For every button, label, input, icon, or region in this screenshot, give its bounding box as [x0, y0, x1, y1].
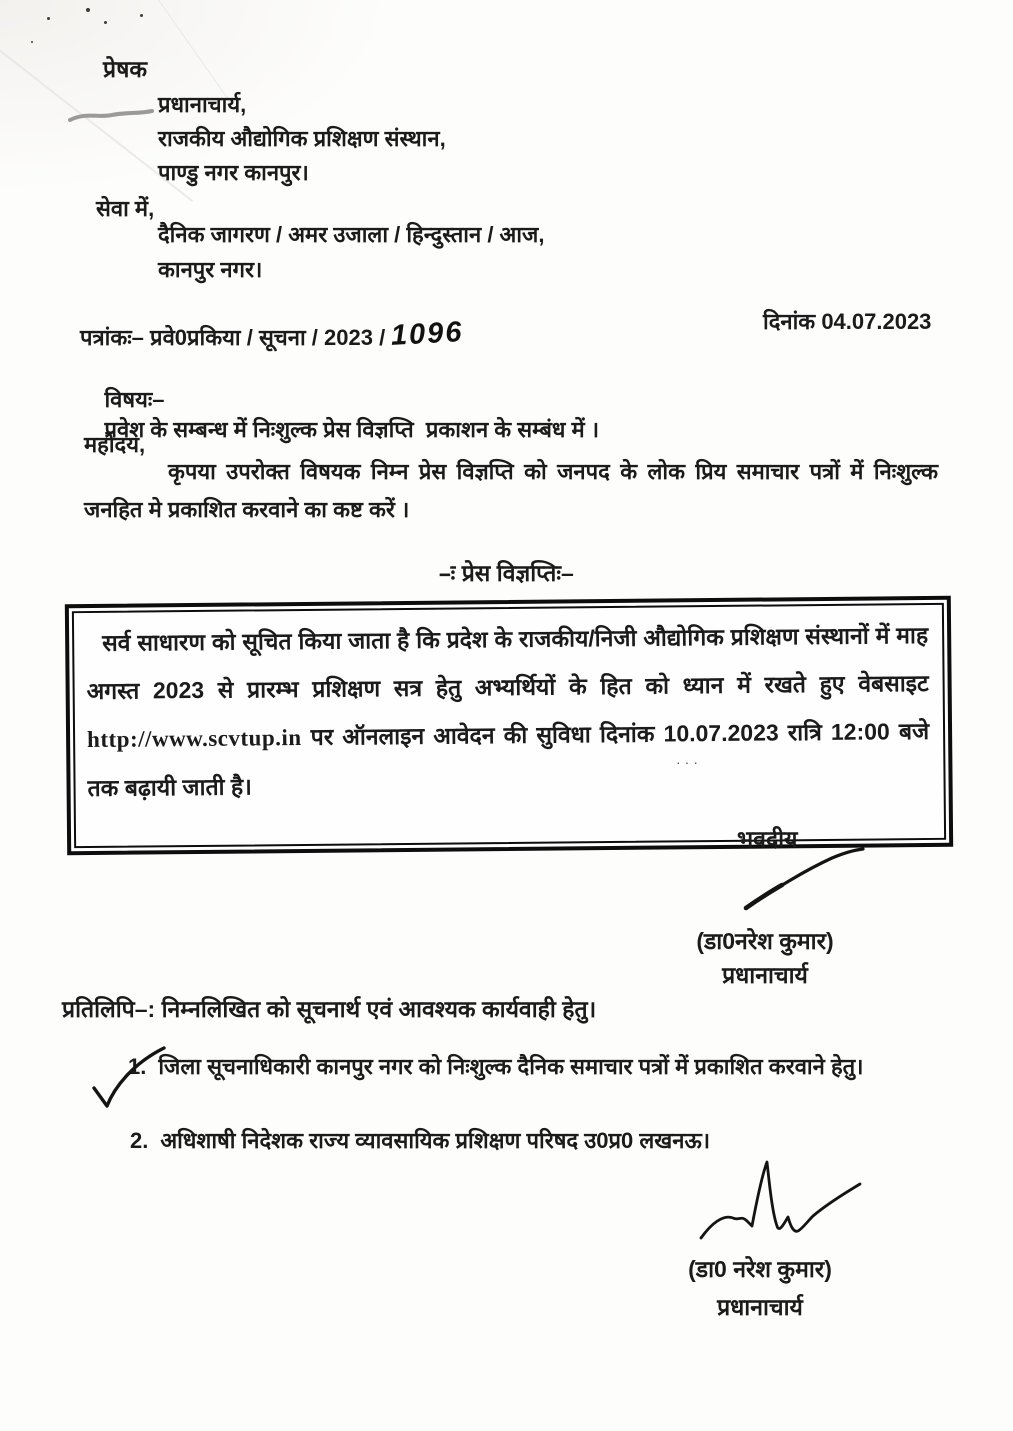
date-value: 04.07.2023 — [821, 309, 932, 334]
reference-label: पत्रांकः– — [80, 325, 144, 350]
copy-item-text: जिला सूचनाधिकारी कानपुर नगर को निःशुल्क दैनिक समाचार पत्रों में प्रकाशित करवाने हेतु। — [158, 1054, 864, 1079]
bottom-signatory-title: प्रधानाचार्य — [717, 1294, 803, 1320]
signatory-title: प्रधानाचार्य — [722, 962, 808, 988]
ink-speck — [140, 14, 143, 17]
recipient-line: कानपुर नगर। — [158, 257, 263, 282]
handwritten-ref-number: 1096 — [390, 316, 465, 352]
ink-speck — [86, 8, 90, 12]
pencil-squiggle-mark — [68, 106, 154, 124]
press-release-text-part2: पर ऑनलाइन आवेदन की सुविधा दिनांक 10.07.2023 रात्रि 12:00 बजे तक बढ़ायी जाती है। — [87, 717, 930, 802]
recipient-line: दैनिक जागरण / अमर उजाला / हिन्दुस्तान / आज, — [158, 222, 545, 247]
subject-label: विषयः– — [104, 387, 165, 412]
press-release-url: http://www.scvtup.in — [86, 724, 302, 753]
reference-value: प्रवे0प्रकिया / सूचना / 2023 / — [150, 325, 386, 350]
reference-line — [80, 316, 465, 353]
press-release-text — [72, 603, 946, 848]
press-release-box — [65, 596, 953, 855]
signature-scribble — [695, 1160, 865, 1256]
ink-speck — [31, 41, 33, 43]
sender-line: राजकीय औद्योगिक प्रशिक्षण संस्थान, — [158, 126, 446, 151]
ink-speck — [104, 21, 107, 24]
body-paragraph: कृपया उपरोक्त विषयक निम्न प्रेस विज्ञप्ति को जनपद के लोक प्रिय समाचार पत्रों में निःशुल्क जनहित मे प्रकाशित करवाने का कष्ट करें । — [84, 459, 938, 522]
sender-line: प्रधानाचार्य, — [158, 92, 247, 117]
bottom-signatory-name: (डा0 नरेश कुमार) — [688, 1256, 832, 1282]
recipient-address — [158, 217, 544, 287]
copy-item-1 — [128, 1048, 934, 1086]
signatory-name: (डा0नरेश कुमार) — [696, 928, 834, 954]
ink-speck — [47, 17, 50, 20]
press-release-text-part1: सर्व साधारण को सूचित किया जाता है कि प्रदेश के राजकीय/निजी औद्योगिक प्रशिक्षण संस्थानों में माह अगस्त 2023 से प्रारम्भ प्रशिक्षण सत्र हेतु अभ्यर्थियों के हित को ध्यान में रखते हुए वेबसाइट — [86, 621, 929, 705]
copy-text: निम्नलिखित को सूचनार्थ एवं आवश्यक कार्यवाही हेतु। — [161, 996, 597, 1022]
subject-text: प्रवेश के सम्बन्ध में निःशुल्क प्रेस विज्ञप्ति प्रकाशन के सम्बंध में । — [104, 417, 600, 442]
recipient-label: सेवा में, — [96, 196, 155, 221]
press-release-heading: –ः प्रेस विज्ञप्तिः– — [439, 560, 574, 586]
copy-item-number: 2. — [130, 1128, 149, 1153]
valediction: भवदीय — [737, 826, 798, 852]
date-line — [763, 306, 931, 336]
copy-label: प्रतिलिपि–: — [62, 996, 156, 1022]
copy-item-number: 1. — [128, 1054, 147, 1079]
sender-address — [158, 88, 446, 190]
copy-item-text: अधिशाषी निदेशक राज्य व्यावसायिक प्रशिक्षण परिषद उ0प्र0 लखनऊ। — [160, 1128, 711, 1153]
checkmark-tick — [88, 1040, 168, 1114]
sender-line: पाण्डु नगर कानपुर। — [158, 160, 309, 185]
date-label: दिनांक — [763, 309, 816, 334]
scan-dots: ··· — [676, 754, 702, 770]
salutation: महोदय, — [84, 432, 146, 457]
sender-label: प्रेषक — [103, 56, 148, 82]
copy-section-heading — [62, 992, 596, 1024]
copy-item-2 — [130, 1122, 960, 1160]
signature-stroke — [742, 846, 867, 912]
